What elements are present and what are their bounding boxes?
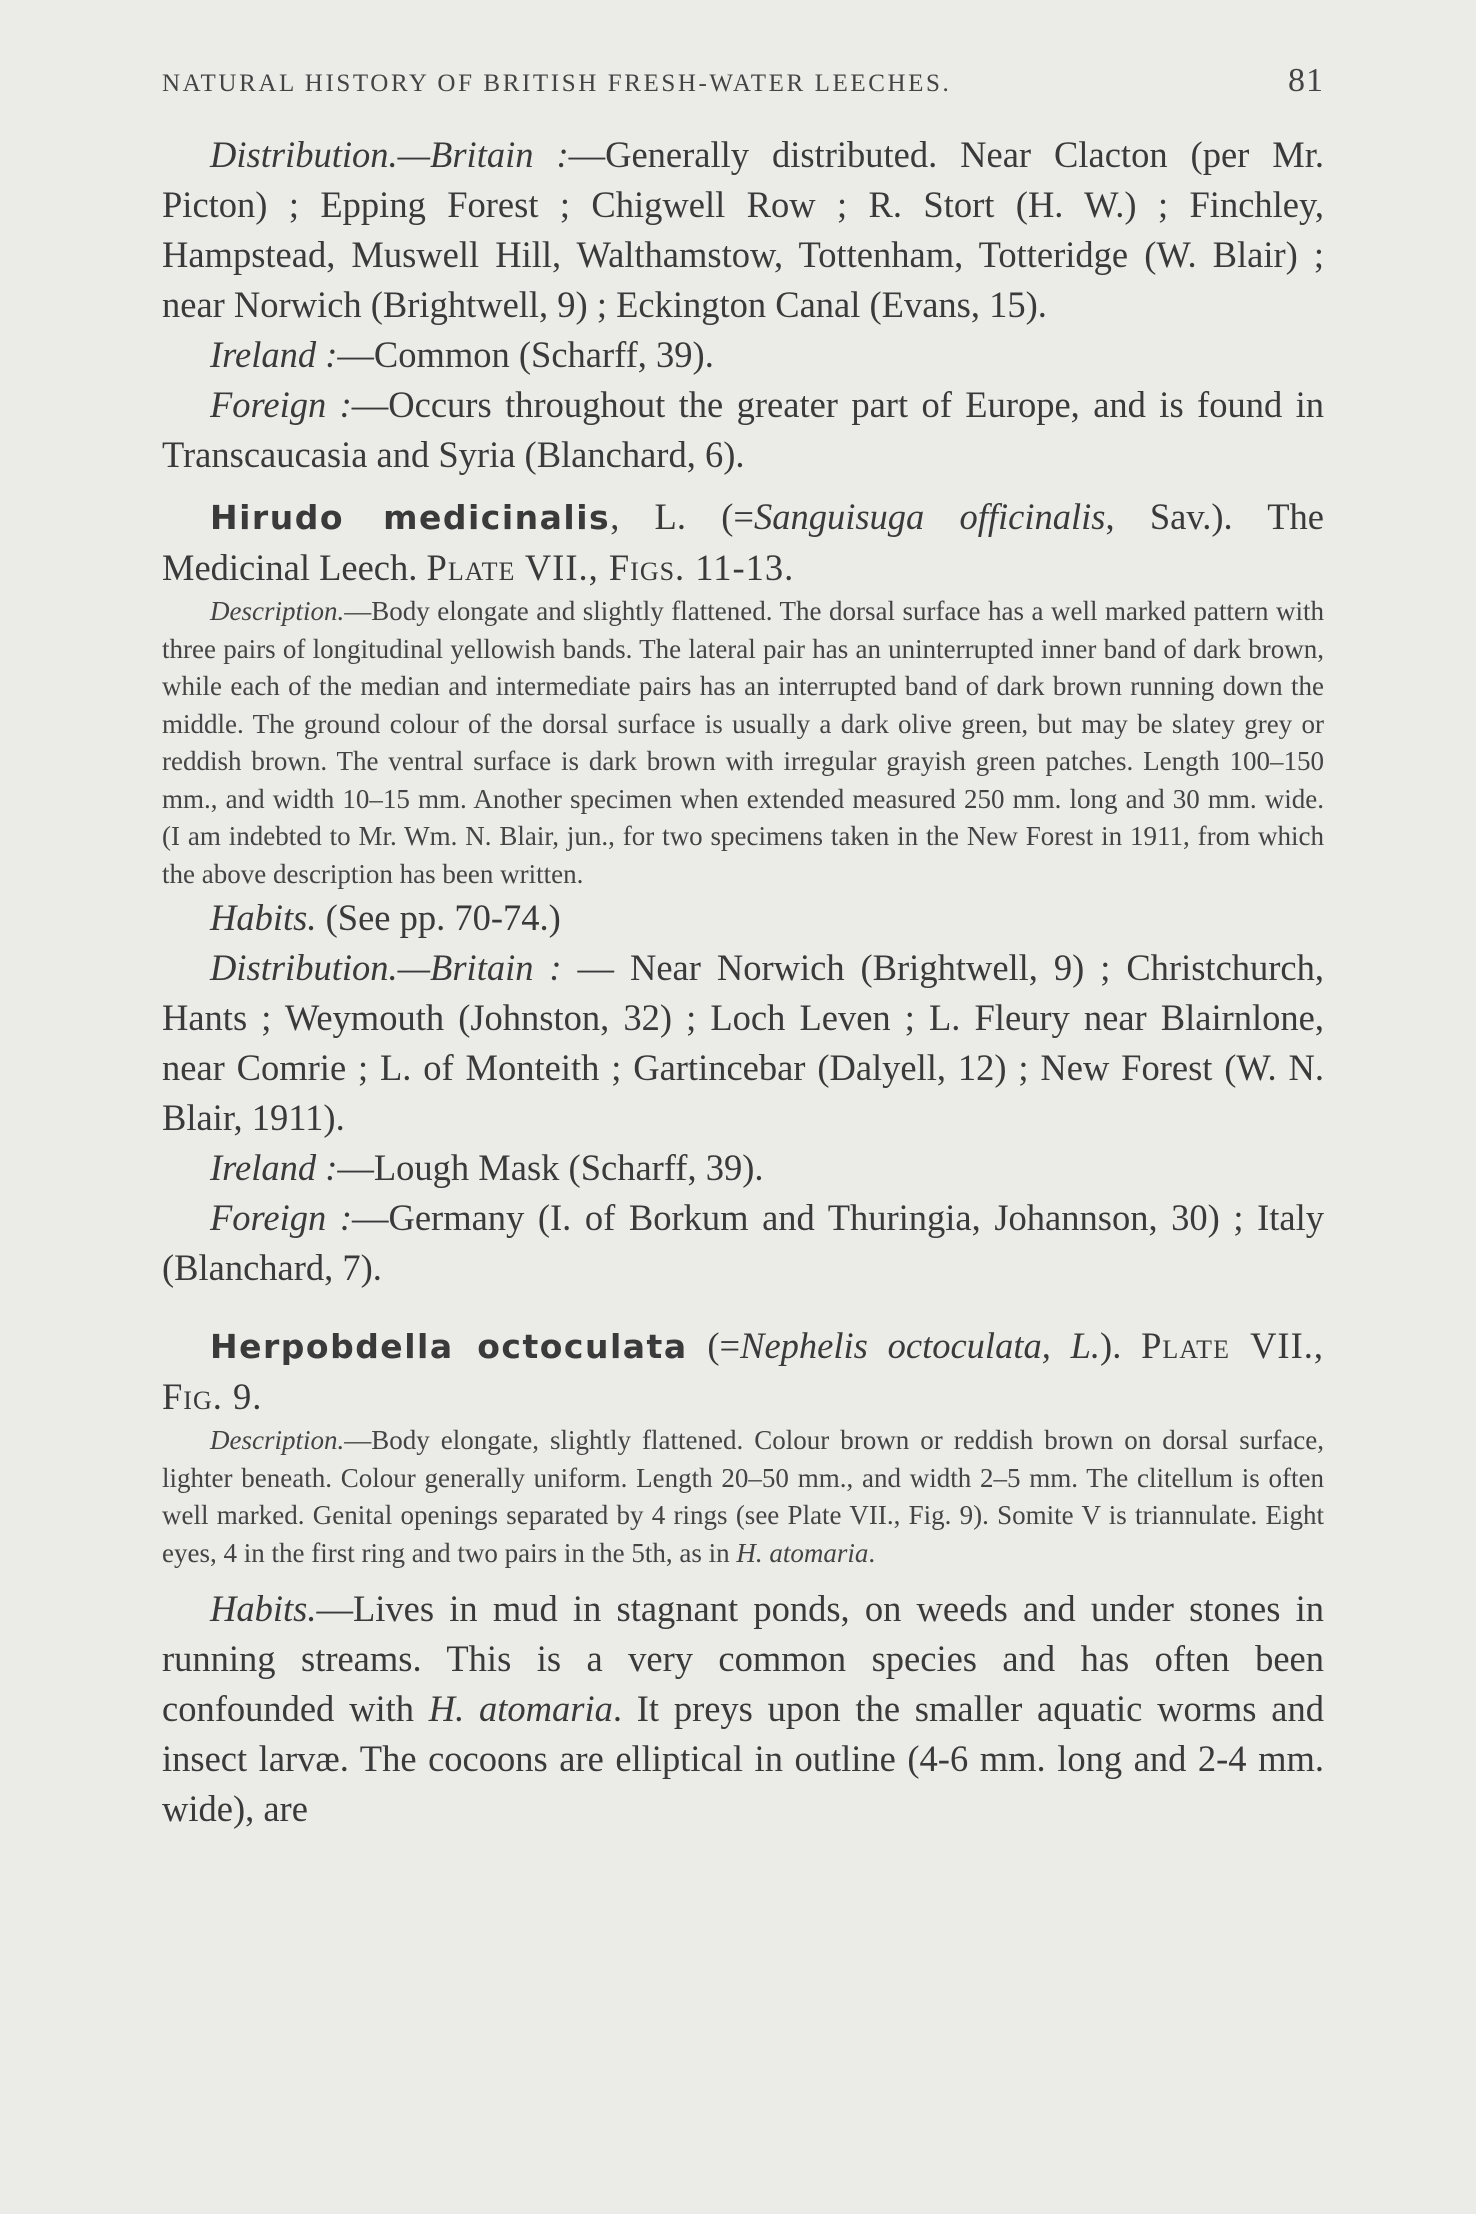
distribution-hirudo: [162, 943, 1324, 1143]
habits-species-ref: H. atomaria: [428, 1688, 613, 1729]
species-synonym: Sanguisuga officinalis: [753, 496, 1106, 537]
ireland-label: Ireland :: [210, 334, 338, 375]
plate-reference: Plate VII., Figs. 11-13.: [426, 547, 795, 588]
ireland-hirudo: [162, 1143, 1324, 1193]
species-name: Herpobdella octoculata: [210, 1327, 688, 1366]
distribution-text: — Near Norwich (Brightwell, 9) ; Christchurch, Hants ; Weymouth (Johnston, 32) ; Loch Leven ; L. Fleury near Blairnlone, near Comrie ; L. of Monteith ; Gartincebar (Dalyell, 12) ; New Forest (W. N. Blair, 1911).: [162, 947, 1324, 1138]
foreign-hirudo: [162, 1193, 1324, 1293]
foreign-text: —Occurs throughout the greater part of Europe, and is found in Transcaucasia and Syria (Blanchard, 6).: [162, 384, 1324, 475]
running-head: [162, 62, 1324, 100]
description-herpobdella: [162, 1422, 1324, 1572]
species-author: , L. (=: [610, 496, 754, 537]
distribution-label: Distribution.—Britain :: [210, 947, 562, 988]
ireland-paragraph: [162, 330, 1324, 380]
synonym-open: (=: [687, 1325, 741, 1366]
plate-reference: Plate VII., Fig. 9.: [162, 1325, 1324, 1417]
habits-hirudo: [162, 893, 1324, 943]
description-text: —Body elongate, slightly flattened. Colour brown or reddish brown on dorsal surface, lighter beneath. Colour generally uniform. Length 20–50 mm., and width 2–5 mm. The clitellum is often well marked. Genital openings separated by 4 rings (see Plate VII., Fig. 9). Somite V is triannulate. Eight eyes, 4 in the first ring and two pairs in the 5th, as in: [162, 1425, 1324, 1568]
habits-text-2: . It preys upon the smaller aquatic worms and insect larvæ. The cocoons are elliptical in outline (4-6 mm. long and 2-4 mm. wide), are: [162, 1688, 1324, 1829]
page-number: 81: [1288, 62, 1324, 99]
running-title: NATURAL HISTORY OF BRITISH FRESH-WATER LEECHES.: [162, 70, 952, 97]
description-text: —Body elongate and slightly flattened. The dorsal surface has a well marked pattern with three pairs of longitudinal yellowish bands. The lateral pair has an uninterrupted inner band of dark brown, while each of the median and intermediate pairs has an interrupted band of dark brown running down the middle. The ground colour of the dorsal surface is usually a dark olive green, but may be slatey grey or reddish brown. The ventral surface is dark brown with irregular grayish green patches. Length 100–150 mm., and width 10–15 mm. Another specimen when extended measured 250 mm. long and 30 mm. wide. (I am indebted to Mr. Wm. N. Blair, jun., for two specimens taken in the New Forest in 1911, from which the above description has been written.: [162, 596, 1324, 889]
description-hirudo: [162, 593, 1324, 893]
foreign-label: Foreign :: [210, 1197, 352, 1238]
synonym-close: ).: [1100, 1325, 1142, 1366]
habits-herpobdella: [162, 1584, 1324, 1834]
description-label: Description.: [210, 596, 345, 626]
synonym-author: , Sav.). The Medicinal Leech.: [162, 496, 1324, 588]
foreign-text: —Germany (I. of Borkum and Thuringia, Johannson, 30) ; Italy (Blanchard, 7).: [162, 1197, 1324, 1288]
ireland-text: —Common (Scharff, 39).: [337, 334, 714, 375]
habits-label: Habits.: [210, 1588, 317, 1629]
habits-text: (See pp. 70-74.): [316, 897, 561, 938]
ireland-text: —Lough Mask (Scharff, 39).: [337, 1147, 764, 1188]
habits-text-1: —Lives in mud in stagnant ponds, on weeds and under stones in running streams. This is a very common species and has often been confounded with: [162, 1588, 1324, 1729]
foreign-label: Foreign :: [210, 384, 352, 425]
description-label: Description.: [210, 1425, 345, 1455]
species-heading-hirudo: [162, 492, 1324, 593]
distribution-paragraph: [162, 130, 1324, 330]
distribution-text: —Generally distributed. Near Clacton (per Mr. Picton) ; Epping Forest ; Chigwell Row ; R. Stort (H. W.) ; Finchley, Hampstead, Muswell Hill, Walthamstow, Tottenham, Totteridge (W. Blair) ; near Norwich (Brightwell, 9) ; Eckington Canal (Evans, 15).: [162, 134, 1324, 325]
species-synonym: Nephelis octoculata, L.: [740, 1325, 1101, 1366]
ireland-label: Ireland :: [210, 1147, 338, 1188]
description-end: .: [868, 1537, 876, 1568]
species-name: Hirudo medicinalis: [210, 498, 611, 537]
foreign-paragraph: [162, 380, 1324, 480]
distribution-label: Distribution.—Britain :: [210, 134, 569, 175]
habits-label: Habits.: [210, 897, 317, 938]
species-heading-herpobdella: [162, 1321, 1324, 1422]
description-species-ref: H. atomaria: [736, 1537, 869, 1568]
